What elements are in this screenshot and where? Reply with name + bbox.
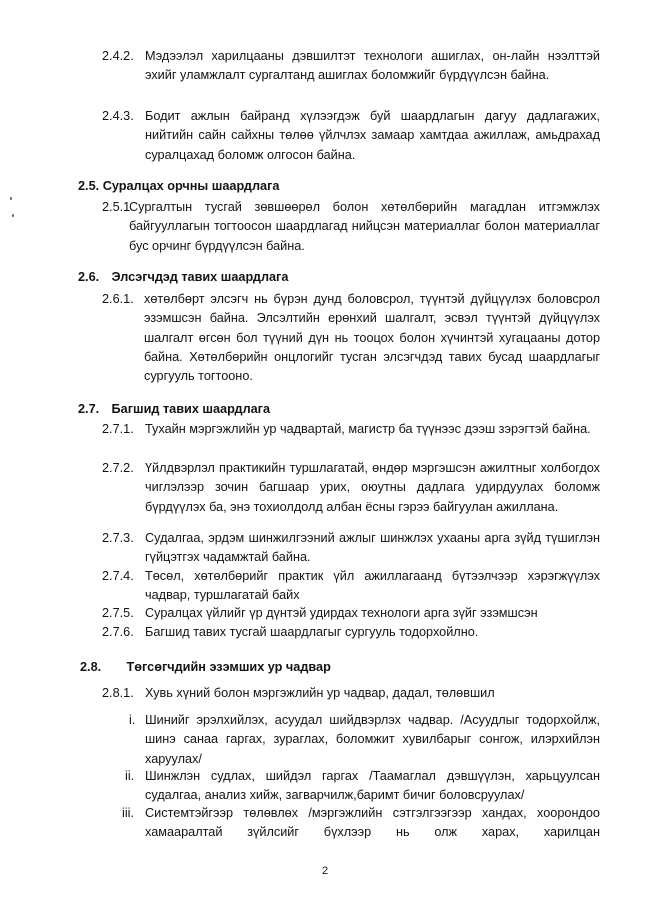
clause-number: 2.4.2. <box>102 49 134 63</box>
section-heading-2-6 <box>78 268 288 287</box>
roman-item-text: Шинийг эрэлхийлэх, асуудал шийдвэрлэх чадвар. /Асуудлыг тодорхойлж, шинэ санаа гаргах, зураглах, боломжит хувилбарыг сонгож, илэрхийлэн харуулах/ <box>145 713 600 766</box>
roman-numeral: ii. <box>125 769 135 783</box>
clause-text: Мэдээлэл харилцааны дэвшилтэт технологи ашиглах, он-лайн нээлттэй эхийг уламжлалт сургалтанд ашиглах боломжийг бүрдүүлсэн байна. <box>145 49 600 83</box>
section-number: 2.7. <box>78 402 100 416</box>
roman-numeral: iii. <box>122 806 134 820</box>
clause-text: Хувь хүний болон мэргэжлийн ур чадвар, дадал, төлөвшил <box>145 686 495 700</box>
clause-2-6-1 <box>102 290 600 386</box>
section-heading-2-7 <box>78 400 270 419</box>
clause-number: 2.6.1. <box>102 292 134 306</box>
roman-item-text: Системтэйгээр төлөвлөх /мэргэжлийн сэтгэлгээгээр хандах, хоорондоо хамааралтай зүйлсийг бүхлээр нь олж харах, харилцан <box>145 806 600 840</box>
page-number: 2 <box>321 865 329 877</box>
clause-number: 2.7.6. <box>102 625 134 639</box>
scan-speck <box>12 214 14 217</box>
section-heading-2-8 <box>80 658 331 677</box>
clause-text: Үйлдвэрлэл практикийн туршлагатай, өндөр мэргэшсэн ажилтныг холбогдох чиглэлээр зочин багшаар урих, оюутны дадлага удирдуулах боломж бүрдүүлэх ба, энэ тохиолдолд албан ёсны гэрээ байгуулан ажиллана. <box>145 461 600 514</box>
clause-number: 2.8.1. <box>102 686 134 700</box>
clause-2-7-1 <box>102 420 600 439</box>
clause-text: Сургалтын тусгай зөвшөөрөл болон хөтөлбөрийн магадлан итгэмжлэх байгууллагын тогтоосон шаардлагад нийцсэн материаллаг болон материаллаг бус орчинг бүрдүүлсэн байна. <box>129 200 600 253</box>
clause-number: 2.7.4. <box>102 569 134 583</box>
clause-2-7-4 <box>102 567 600 606</box>
scan-speck <box>10 197 12 200</box>
clause-text: Бодит ажлын байранд хүлээгдэж буй шаардлагын дагуу дадлагажих, нийтийн сайн сайхны төлөө үйлчлэх замаар хамтдаа ажиллаж, амьдрахад суралцахад боломж олгосон байна. <box>145 109 600 162</box>
section-title: Багшид тавих шаардлага <box>111 402 271 416</box>
clause-number: 2.4.3. <box>102 109 134 123</box>
clause-2-4-3 <box>102 107 600 165</box>
clause-number: 2.7.1. <box>102 422 134 436</box>
clause-text: Судалгаа, эрдэм шинжилгээний ажлыг шинжлэх ухааны арга зүйд түшиглэн гүйцэтгэх чадамжтай байна. <box>145 531 600 565</box>
roman-item-text: Шинжлэн судлах, шийдэл гаргах /Таамаглал дэвшүүлэн, харьцуулсан судалгаа, анализ хийж, загварчилж,баримт бичиг боловсруулах/ <box>145 769 600 803</box>
clause-text: Багшид тавих тусгай шаардлагыг сургууль тодорхойлно. <box>145 625 479 639</box>
roman-numeral: i. <box>129 713 136 727</box>
clause-2-7-3 <box>102 529 600 568</box>
roman-item-ii <box>125 767 600 806</box>
clause-2-7-6 <box>102 623 600 642</box>
clause-text: Тухайн мэргэжлийн ур чадвартай, магистр ба түүнээс дээш зэрэгтэй байна. <box>145 422 591 436</box>
roman-item-iii <box>122 804 600 843</box>
section-number: 2.6. <box>78 270 100 284</box>
clause-number: 2.5.1 <box>102 200 131 214</box>
section-title: Төгсөгчдийн эзэмших ур чадвар <box>126 660 331 674</box>
clause-2-7-2 <box>102 459 600 517</box>
clause-number: 2.7.2. <box>102 461 134 475</box>
clause-text: хөтөлбөрт элсэгч нь бүрэн дунд боловсрол, түүнтэй дүйцүүлэх боловсрол эзэмшсэн байна. Элсэлтийн ерөнхий шалгалт, эсвэл түүнтэй дүйцүүлэх шалгалт өгсөн бол түүний дүн нь тооцох болон хүчинтэй хугацааны дотор байна. Хөтөлбөрийн онцлогийг тусган элсэгчдэд тавих бусад шаардлагыг сургууль тогтооно. <box>144 292 600 384</box>
clause-2-8-1 <box>102 684 600 703</box>
section-title: Суралцах орчны шаардлага <box>102 179 280 193</box>
clause-2-7-5 <box>102 604 600 623</box>
clause-number: 2.7.5. <box>102 606 134 620</box>
roman-item-i <box>125 711 600 769</box>
clause-2-4-2 <box>102 47 600 86</box>
clause-2-5-1 <box>102 198 600 256</box>
section-heading-2-5 <box>78 177 279 196</box>
section-number: 2.5. <box>78 179 100 193</box>
clause-text: Төсөл, хөтөлбөрийг практик үйл ажиллагаанд бүтээлчээр хэрэгжүүлэх чадвар, туршлагатай байх <box>145 569 600 603</box>
clause-text: Суралцах үйлийг үр дүнтэй удирдах технологи арга зүйг эзэмшсэн <box>145 606 538 620</box>
section-title: Элсэгчдэд тавих шаардлага <box>111 270 289 284</box>
clause-number: 2.7.3. <box>102 531 134 545</box>
section-number: 2.8. <box>80 660 102 674</box>
